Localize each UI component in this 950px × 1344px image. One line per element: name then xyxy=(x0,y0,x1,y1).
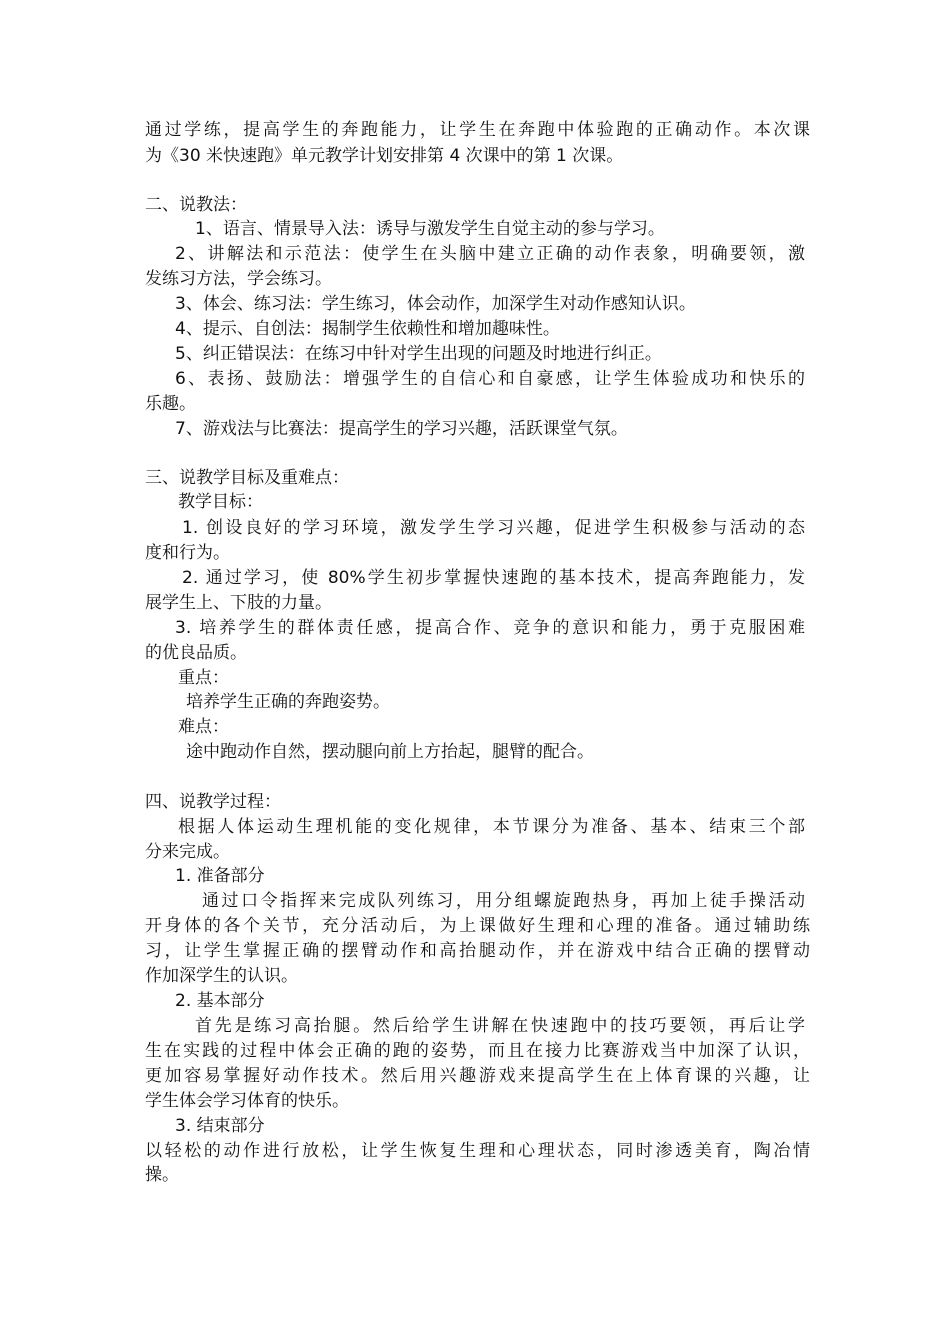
subheading: 1. 准备部分 xyxy=(175,866,265,886)
text-line: 根据人体运动生理机能的变化规律，本节课分为准备、基本、结束三个部 xyxy=(178,817,805,837)
subheading: 3. 结束部分 xyxy=(175,1116,265,1136)
text-line: 作加深学生的认识。 xyxy=(145,966,298,986)
text-line: 6、表扬、鼓励法：增强学生的自信心和自豪感，让学生体验成功和快乐的 xyxy=(175,369,805,389)
text-line: 培养学生正确的奔跑姿势。 xyxy=(186,692,390,712)
text-line: 2、讲解法和示范法：使学生在头脑中建立正确的动作表象，明确要领，激 xyxy=(175,244,805,264)
text-line: 乐趣。 xyxy=(145,394,196,414)
subheading: 教学目标： xyxy=(178,492,263,512)
text-line: 展学生上、下肢的力量。 xyxy=(145,593,332,613)
text-line: 更加容易掌握好动作技术。然后用兴趣游戏来提高学生在上体育课的兴趣，让 xyxy=(145,1066,810,1086)
text-line: 以轻松的动作进行放松，让学生恢复生理和心理状态，同时渗透美育，陶冶情 xyxy=(145,1141,810,1161)
section-heading: 三、说教学目标及重难点： xyxy=(145,468,349,488)
text-line: 操。 xyxy=(145,1165,179,1185)
text-line: 7、游戏法与比赛法：提高学生的学习兴趣，活跃课堂气氛。 xyxy=(175,419,628,439)
text-line: 3. 培养学生的群体责任感，提高合作、竞争的意识和能力，勇于克服困难 xyxy=(175,618,805,638)
text-line: 通过学练，提高学生的奔跑能力，让学生在奔跑中体验跑的正确动作。本次课 xyxy=(145,120,810,140)
text-line: 首先是练习高抬腿。然后给学生讲解在快速跑中的技巧要领，再后让学 xyxy=(195,1016,805,1036)
subheading: 2. 基本部分 xyxy=(175,991,265,1011)
text-line: 为《30 米快速跑》单元教学计划安排第 4 次课中的第 1 次课。 xyxy=(145,146,624,166)
text-line: 度和行为。 xyxy=(145,543,230,563)
section-heading: 四、说教学过程： xyxy=(145,792,281,812)
text-line: 生在实践的过程中体会正确的跑的姿势，而且在接力比赛游戏当中加深了认识， xyxy=(145,1041,810,1061)
text-line: 的优良品质。 xyxy=(145,643,247,663)
text-line: 4、提示、自创法：揭制学生依赖性和增加趣味性。 xyxy=(175,319,560,339)
text-line: 发练习方法，学会练习。 xyxy=(145,269,332,289)
text-line: 习，让学生掌握正确的摆臂动作和高抬腿动作，并在游戏中结合正确的摆臂动 xyxy=(145,941,810,961)
text-line: 开身体的各个关节，充分活动后，为上课做好生理和心理的准备。通过辅助练 xyxy=(145,916,810,936)
text-line: 分来完成。 xyxy=(145,842,230,862)
subheading: 重点： xyxy=(178,668,229,688)
text-line: 途中跑动作自然，摆动腿向前上方抬起，腿臂的配合。 xyxy=(186,742,594,762)
section-heading: 二、说教法： xyxy=(145,195,247,215)
text-line: 学生体会学习体育的快乐。 xyxy=(145,1091,349,1111)
text-line: 3、体会、练习法：学生练习，体会动作，加深学生对动作感知认识。 xyxy=(175,294,696,314)
text-line: 1、语言、情景导入法：诱导与激发学生自觉主动的参与学习。 xyxy=(195,219,665,239)
text-line: 1. 创设良好的学习环境，激发学生学习兴趣，促进学生积极参与活动的态 xyxy=(182,518,805,538)
text-line: 通过口令指挥来完成队列练习，用分组螺旋跑热身，再加上徒手操活动 xyxy=(202,891,805,911)
subheading: 难点： xyxy=(178,717,229,737)
text-line: 2. 通过学习，使 80%学生初步掌握快速跑的基本技术，提高奔跑能力，发 xyxy=(182,568,805,588)
text-line: 5、纠正错误法：在练习中针对学生出现的问题及时地进行纠正。 xyxy=(175,344,662,364)
